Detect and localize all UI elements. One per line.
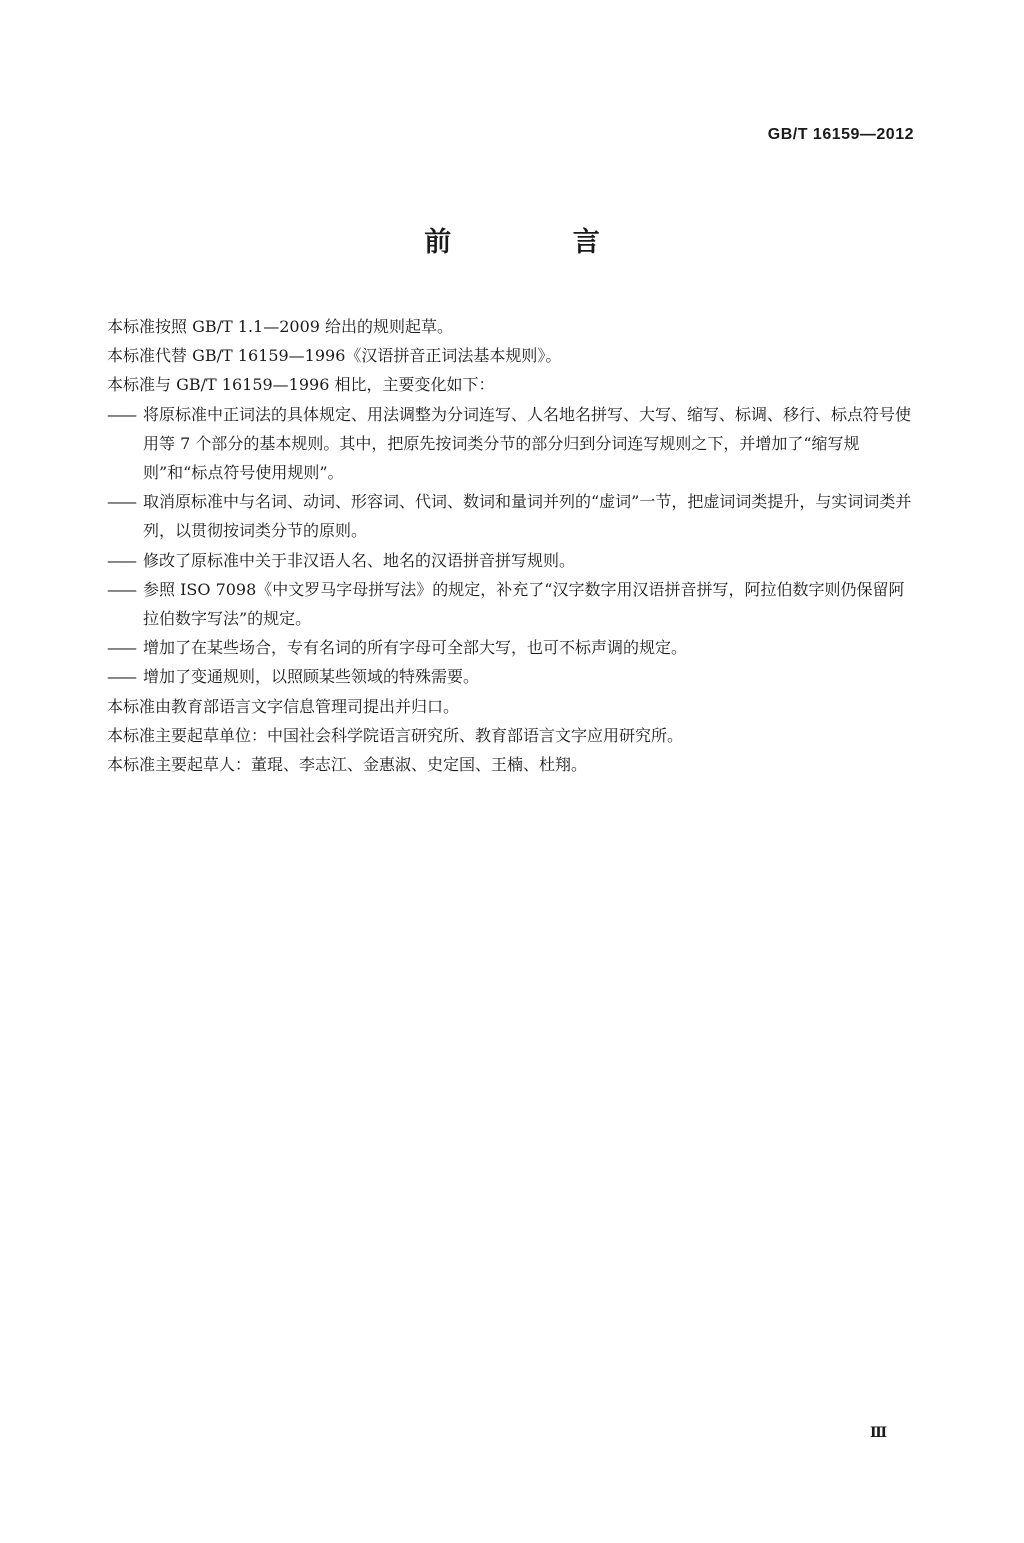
change-item-text: 将原标准中正词法的具体规定、用法调整为分词连写、人名地名拼写、大写、缩写、标调、移行、标点符号使用等 7 个部分的基本规则。其中，把原先按词类分节的部分归到分词连写规则之下，并增加了“缩写规则”和“标点符号使用规则”。 [143, 404, 912, 483]
change-item-text: 修改了原标准中关于非汉语人名、地名的汉语拼音拼写规则。 [143, 550, 576, 570]
change-item-text: 增加了在某些场合，专有名词的所有字母可全部大写，也可不标声调的规定。 [143, 638, 688, 658]
change-item [107, 400, 917, 488]
dash-marker: —— [107, 404, 135, 424]
change-item [107, 487, 917, 545]
paragraph-drafting-rules: 本标准按照 GB/T 1.1—2009 给出的规则起草。 [107, 317, 454, 336]
paragraph-proposer: 本标准由教育部语言文字信息管理司提出并归口。 [107, 696, 460, 716]
page-title: 前 言 [424, 227, 656, 258]
paragraph-replaces: 本标准代替 GB/T 16159—1996《汉语拼音正词法基本规则》。 [107, 346, 562, 366]
change-item-text: 参照 ISO 7098《中文罗马字母拼写法》的规定，补充了“汉字数字用汉语拼音拼写，阿拉伯数字则仍保留阿拉伯数字写法”的规定。 [143, 579, 905, 629]
paragraph-drafters: 本标准主要起草人：董琨、李志江、金惠淑、史定国、王楠、杜翔。 [107, 755, 588, 775]
change-item [107, 662, 917, 691]
dash-marker: —— [107, 492, 135, 512]
change-item [107, 633, 917, 662]
dash-marker: —— [107, 667, 135, 687]
dash-marker: —— [107, 550, 135, 570]
page-number: Ⅲ [869, 1425, 887, 1441]
paragraph-changes-intro: 本标准与 GB/T 16159—1996 相比，主要变化如下： [107, 375, 495, 395]
change-item-text: 增加了变通规则，以照顾某些领域的特殊需要。 [143, 667, 480, 687]
dash-marker: —— [107, 638, 135, 658]
paragraph-drafting-units: 本标准主要起草单位：中国社会科学院语言研究所、教育部语言文字应用研究所。 [107, 725, 684, 745]
change-item-text: 取消原标准中与名词、动词、形容词、代词、数词和量词并列的“虚词”一节，把虚词词类提升，与实词词类并列，以贯彻按词类分节的原则。 [143, 492, 912, 541]
change-item [107, 546, 917, 575]
dash-marker: —— [107, 579, 135, 599]
standard-code: GB/T 16159—2012 [767, 126, 914, 143]
document-body [107, 312, 917, 779]
change-item [107, 575, 917, 633]
